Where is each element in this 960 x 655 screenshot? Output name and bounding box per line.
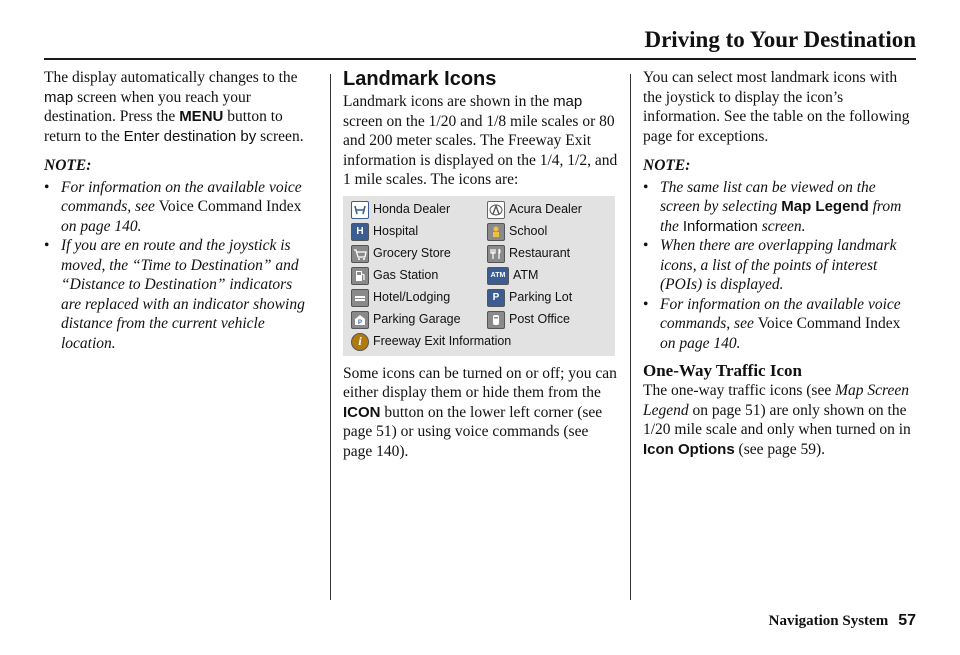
text-run: screen on the 1/20 and 1/8 mile scales or 80 and 200 meter scales. The Freeway Exit information is displayed on the 1/4, 1/2, and 1 mile scales. The icons are: xyxy=(343,112,618,188)
icon-label: Honda Dealer xyxy=(373,201,451,216)
text-run: button to return to the xyxy=(44,108,283,145)
select-icons-paragraph: You can select most landmark icons with the joystick to display the icon’s information. See the table on the following page for exceptions. xyxy=(643,69,910,145)
icon-label: Post Office xyxy=(509,311,570,326)
school-icon xyxy=(487,223,505,241)
hospital-icon: H xyxy=(351,223,369,241)
acura-logo-icon xyxy=(487,201,505,219)
icon-entry-acura xyxy=(487,200,582,220)
arrival-paragraph xyxy=(44,68,316,146)
footer-title: Navigation System xyxy=(768,613,889,629)
text-run: For information on the available voice commands, see xyxy=(61,178,302,215)
icon-entry-honda xyxy=(351,200,450,220)
icon-label: School xyxy=(509,223,548,238)
note-item: • If you are en route and the joystick is moved, the “Time to Destination” and “Distance to Destination” indicators are replaced with an indicator showing distance from the current vehicle location. xyxy=(44,236,316,353)
map-term: map xyxy=(553,93,583,110)
icon-entry-hospital xyxy=(351,222,418,242)
voice-command-index-ref: Voice Command Index xyxy=(158,198,302,215)
note-item xyxy=(44,178,316,237)
note-item xyxy=(643,295,917,354)
icon-label: Grocery Store xyxy=(373,245,451,260)
note-label: NOTE: xyxy=(643,157,691,174)
icon-entry-hotel xyxy=(351,288,450,308)
icon-toggle-paragraph xyxy=(343,364,619,462)
icon-entry-freeway-exit xyxy=(351,332,511,352)
note-label: NOTE: xyxy=(44,157,92,174)
icon-entry-atm xyxy=(487,266,538,286)
text-run: The one-way traffic icons (see xyxy=(643,382,836,399)
note-list xyxy=(643,178,917,354)
mailbox-icon xyxy=(487,311,505,329)
text-run: Landmark icons are shown in the xyxy=(343,93,554,110)
text-run: from the xyxy=(660,198,902,235)
grocery-cart-icon xyxy=(351,245,369,263)
page-title: Driving to Your Destination xyxy=(644,27,916,52)
column-divider-left xyxy=(330,74,331,600)
text-run: on page 140. xyxy=(61,217,142,235)
icon-entry-school xyxy=(487,222,547,242)
info-icon: i xyxy=(351,333,369,351)
icon-entry-parking-garage xyxy=(351,310,461,330)
text-run: button on the lower left corner (see page 51) or using voice commands (see page 140). xyxy=(343,403,603,460)
note-list xyxy=(44,178,316,354)
column-3 xyxy=(643,68,917,469)
svg-text:P: P xyxy=(357,319,363,326)
icon-label: Freeway Exit Information xyxy=(373,333,512,348)
icon-entry-parking-lot xyxy=(487,288,572,308)
text-run: screen when you reach your destination. Press the xyxy=(44,88,251,125)
voice-command-index-ref: Voice Command Index xyxy=(757,315,901,332)
honda-logo-icon xyxy=(351,201,369,219)
section-heading: Landmark Icons xyxy=(343,68,497,90)
icon-label: Acura Dealer xyxy=(509,201,582,216)
information-term: Information xyxy=(682,217,758,235)
menu-button-term: MENU xyxy=(179,108,224,125)
icon-entry-grocery xyxy=(351,244,451,264)
column-divider-right xyxy=(630,74,631,600)
map-screen-legend-ref: Map Screen Legend xyxy=(643,382,909,419)
landmark-icons-panel xyxy=(343,196,615,356)
one-way-paragraph xyxy=(643,381,917,459)
icon-label: Restaurant xyxy=(509,245,571,260)
note-item: • When there are overlapping landmark icons, a list of the points of interest (POIs) is displayed. xyxy=(643,236,917,295)
text-run: on page 51) are only shown on the 1/20 mile scale and only when turned on in xyxy=(643,401,911,438)
map-legend-term: Map Legend xyxy=(781,198,869,215)
page-number: 57 xyxy=(898,612,916,629)
text-run: on page 140. xyxy=(660,334,741,352)
landmark-paragraph xyxy=(343,92,619,190)
text-run: (see page 59). xyxy=(734,440,826,458)
enter-destination-term: Enter destination by xyxy=(123,127,257,145)
text-run: The display automatically changes to the xyxy=(44,69,298,86)
icon-label: Parking Garage xyxy=(373,311,461,326)
column-2 xyxy=(343,68,619,471)
icon-label: Hospital xyxy=(373,223,419,238)
text-run: For information on the available voice commands, see xyxy=(660,295,901,332)
restaurant-icon xyxy=(487,245,505,263)
parking-garage-icon xyxy=(351,311,369,329)
icon-label: ATM xyxy=(513,267,539,282)
icon-label: Parking Lot xyxy=(509,289,573,304)
note-item xyxy=(643,178,917,237)
header-rule xyxy=(44,58,916,60)
icon-entry-restaurant xyxy=(487,244,570,264)
column-1 xyxy=(44,68,316,353)
icon-entry-post-office xyxy=(487,310,570,330)
gas-pump-icon xyxy=(351,267,369,285)
text-run: Some icons can be turned on or off; you can either display them or hide them from the xyxy=(343,364,617,401)
page-footer xyxy=(769,612,916,630)
text-run: The same list can be viewed on the screen by selecting xyxy=(660,178,876,215)
parking-lot-icon: P xyxy=(487,289,505,307)
text-run: screen. xyxy=(757,217,806,235)
atm-icon: ATM xyxy=(487,267,509,285)
map-term: map xyxy=(44,88,74,106)
icon-label: Gas Station xyxy=(373,267,439,282)
icon-entry-gas xyxy=(351,266,438,286)
hotel-bed-icon xyxy=(351,289,369,307)
icon-label: Hotel/Lodging xyxy=(373,289,451,304)
icon-options-term: Icon Options xyxy=(643,440,735,458)
icon-button-term: ICON xyxy=(343,403,381,421)
subsection-heading: One-Way Traffic Icon xyxy=(643,361,802,380)
text-run: screen. xyxy=(256,127,304,145)
